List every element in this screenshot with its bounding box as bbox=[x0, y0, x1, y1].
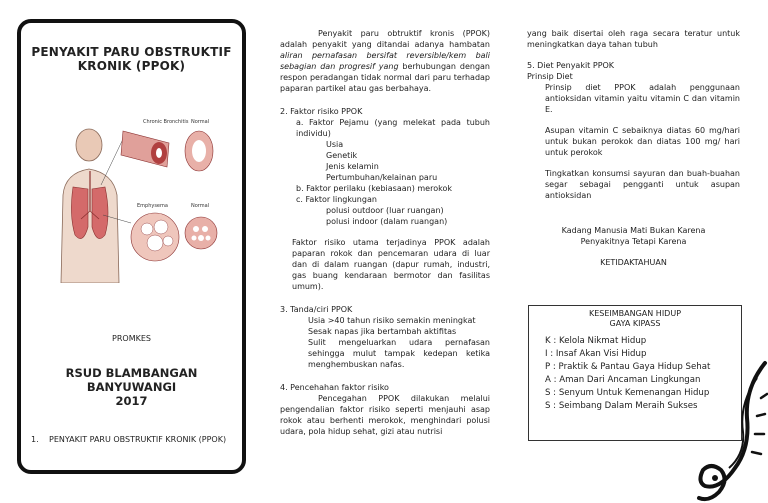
patient-figure bbox=[61, 129, 119, 283]
swirl-ornament-icon bbox=[695, 358, 768, 503]
cover-panel bbox=[17, 19, 246, 474]
bronchitis-inset bbox=[121, 119, 213, 171]
quote: Kadang Manusia Mati Bukan Karena Penyakitnya Tetapi Karena KETIDAKTAHUAN bbox=[561, 226, 706, 267]
prevention-paragraph: Pencegahan PPOK dilakukan melalui pengendalian faktor risiko seperti menjauhi asap rokok atau berhenti merokok, menghindari polusi udara, pola hidup sehat, gizi atau nutrisi bbox=[280, 394, 490, 436]
cover-title: PENYAKIT PARU OBSTRUKTIF KRONIK (PPOK) bbox=[31, 45, 232, 73]
section-3-heading: 3. Tanda/ciri PPOK bbox=[280, 305, 353, 314]
list-item: S : Seimbang Dalam Meraih Sukses bbox=[545, 401, 698, 411]
svg-text:Chronic Bronchitis: Chronic Bronchitis bbox=[143, 119, 189, 125]
section-5-heading: 5. Diet Penyakit PPOK bbox=[527, 61, 615, 70]
risk-paragraph: Faktor risiko utama terjadinya PPOK adalah paparan rokok dan pencemaran udara di luar dan di dalam ruangan (dapur rumah, industri, gas buang kendaraan bermotor dan fasilitas umum). bbox=[292, 238, 490, 291]
list-item: A : Aman Dari Ancaman Lingkungan bbox=[545, 375, 701, 385]
lung-illustration bbox=[51, 115, 221, 283]
content-column-2: Penyakit paru obtruktif kronis (PPOK) adalah penyakit yang ditandai adanya hambatan aliran pernafasan bersifat reversible/kem bali sebagian dan progresif yang berhubungan dengan respon peradangan tidak normal dari paru terhadap paparan partikel atau gas berbahaya. 2. Faktor risiko PPOK a. Faktor Pejamu (yang melekat pada tubuh individu) Usia Genetik Jenis kelamin Pertumbuhan/kelainan paru b. Faktor perilaku (kebiasaan) merokok c. Faktor lingkungan polusi outdoor (luar ruangan) polusi indoor (dalam ruangan) Faktor risiko utama terjadinya PPOK adalah paparan rokok dan pencemaran udara di luar dan di dalam ruangan (dapur rumah, industri, gas buang kendaraan bermotor dan fasilitas umum). 3. Tanda/ciri PPOK Usia >40 tahun risiko semakin meningkat Sesak napas jika bertambah aktifitas Sulit mengeluarkan udara pernafasan sehingga mulut tampak kedepan ketika menghembuskan nafas. 4. Pencehahan faktor risiko Pencegahan PPOK dilakukan melalui pengendalian faktor risiko seperti menjauhi asap rokok atau berhenti merokok, menghindari polusi udara, pola hidup sehat, gizi atau nutrisi bbox=[280, 29, 490, 436]
list-item: I : Insaf Akan Visi Hidup bbox=[545, 349, 647, 359]
section-2-heading: 2. Faktor risiko PPOK bbox=[280, 107, 363, 116]
svg-text:Emphysema: Emphysema bbox=[137, 203, 168, 209]
content-column-3: yang baik disertai oleh raga secara teratur untuk meningkatkan daya tahan tubuh 5. Diet Penyakit PPOK Prinsip Diet Prinsip diet PPOK adalah penggunaan antioksidan vitamin yaitu vitamin C dan vitamin E. Asupan vitamin C sebaiknya diatas 60 mg/hari untuk bukan perokok dan diatas 100 mg/ hari untuk perokok Tingkatkan konsumsi sayuran dan buah-buahan segar sebagai pengganti untuk asupan antioksidan Kadang Manusia Mati Bukan Karena Penyakitnya Tetapi Karena KETIDAKTAHUAN bbox=[527, 29, 740, 267]
kipass-title: KESEIMBANGAN HIDUP GAYA KIPASS bbox=[588, 309, 682, 328]
emphysema-inset bbox=[131, 203, 217, 261]
definition-paragraph: Penyakit paru obtruktif kronis (PPOK) adalah penyakit yang ditandai adanya hambatan aliran pernafasan bersifat reversible/kem bali sebagian dan progresif yang berhubungan dengan respon peradangan tidak normal dari paru terhadap paparan partikel atau gas berbahaya. bbox=[280, 29, 490, 93]
list-item: S : Senyum Untuk Kemenangan Hidup bbox=[545, 388, 710, 398]
list-item: K : Kelola Nikmat Hidup bbox=[545, 336, 647, 346]
hospital-name: RSUD BLAMBANGAN BANYUWANGI 2017 bbox=[65, 366, 198, 408]
promkes-label: PROMKES bbox=[112, 334, 151, 343]
svg-text:Normal: Normal bbox=[191, 119, 210, 125]
list-item: P : Praktik & Pantau Gaya Hidup Sehat bbox=[545, 362, 711, 372]
section-4-heading: 4. Pencehahan faktor risiko bbox=[280, 383, 389, 392]
toc-item: 1. PENYAKIT PARU OBSTRUKTIF KRONIK (PPOK) bbox=[31, 435, 227, 444]
svg-text:Normal: Normal bbox=[191, 203, 210, 209]
